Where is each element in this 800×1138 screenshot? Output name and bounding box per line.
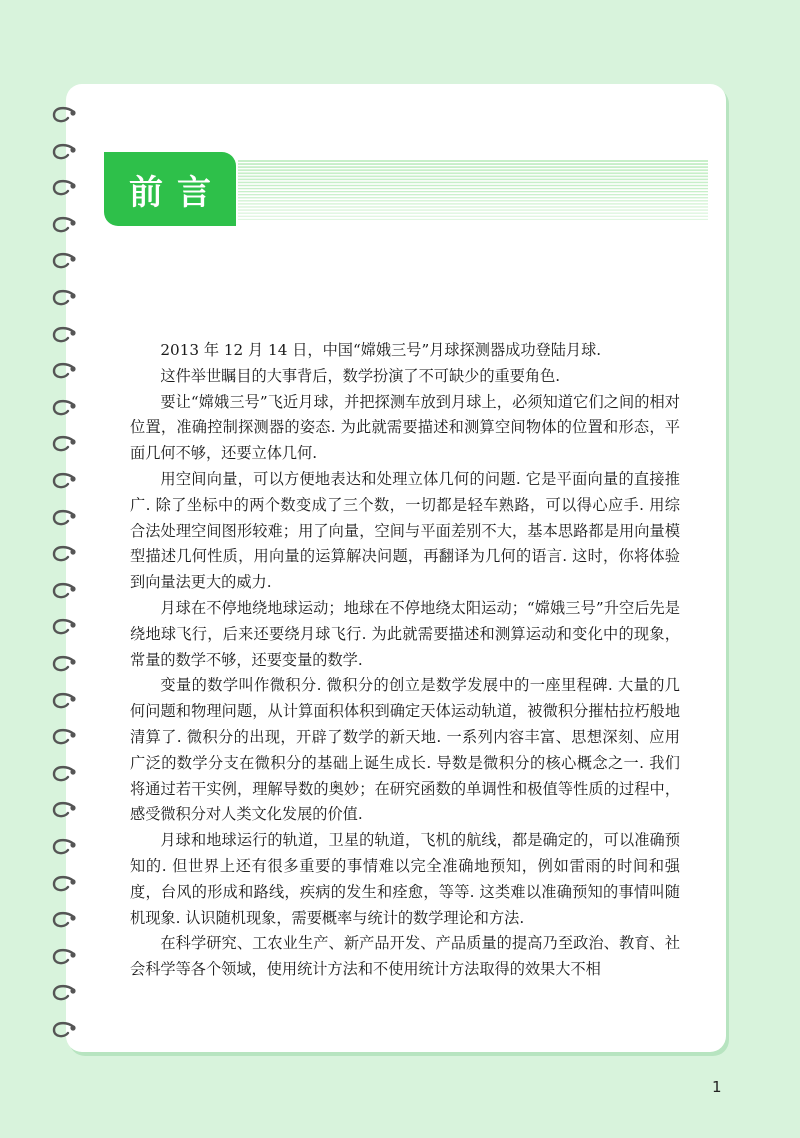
binding-ring-icon	[44, 470, 84, 492]
binding-ring-icon	[44, 1019, 84, 1041]
paragraph: 要让“嫦娥三号”飞近月球，并把探测车放到月球上，必须知道它们之间的相对位置，准确控制探测器的姿态. 为此就需要描述和测算空间物体的位置和形态，平面几何不够，还要立体几何.	[130, 392, 680, 463]
header-stripe	[238, 194, 708, 195]
binding-rings	[44, 0, 84, 1138]
binding-ring-icon	[44, 543, 84, 565]
binding-ring-icon	[44, 726, 84, 748]
header-stripe	[238, 185, 708, 186]
binding-ring-icon	[44, 324, 84, 346]
binding-ring-icon	[44, 433, 84, 455]
paragraph: 用空间向量，可以方便地表达和处理立体几何的问题. 它是平面向量的直接推广. 除了坐标中的两个数变成了三个数，一切都是轻车熟路，可以得心应手. 用综合法处理空间图形较难；用了向量，空间与平面差别不大，基本思路都是用向量模型描述几何性质，用向量的运算解决问题，再翻译为几何的语言. 这时，你将体验到向量法更大的威力.	[130, 469, 680, 592]
binding-ring-icon	[44, 873, 84, 895]
paragraph: 2013 年 12 月 14 日，中国“嫦娥三号”月球探测器成功登陆月球.	[160, 341, 602, 359]
binding-ring-icon	[44, 104, 84, 126]
binding-ring-icon	[44, 580, 84, 602]
binding-ring-icon	[44, 177, 84, 199]
header-stripe	[238, 216, 708, 217]
header-stripe	[238, 182, 708, 184]
binding-ring-icon	[44, 946, 84, 968]
header-stripe	[238, 203, 708, 204]
header-stripe	[238, 179, 708, 181]
binding-ring-icon	[44, 250, 84, 272]
header-stripe	[238, 166, 708, 168]
header-stripe	[238, 191, 708, 192]
binding-ring-icon	[44, 360, 84, 382]
binding-ring-icon	[44, 909, 84, 931]
paragraph: 在科学研究、工农业生产、新产品开发、产品质量的提高乃至政治、教育、社会科学等各个领域，使用统计方法和不使用统计方法取得的效果大不相	[130, 934, 680, 979]
binding-ring-icon	[44, 982, 84, 1004]
header-stripe	[238, 213, 708, 214]
binding-ring-icon	[44, 141, 84, 163]
binding-ring-icon	[44, 799, 84, 821]
paragraph: 这件举世瞩目的大事背后，数学扮演了不可缺少的重要角色.	[160, 366, 561, 385]
header-stripe	[238, 200, 708, 201]
binding-ring-icon	[44, 397, 84, 419]
header-stripes	[238, 158, 708, 222]
header-stripe	[238, 172, 708, 174]
paragraph: 月球在不停地绕地球运动；地球在不停地绕太阳运动；“嫦娥三号”升空后先是绕地球飞行，后来还要绕月球飞行. 为此就需要描述和测算运动和变化中的现象，常量的数学不够，还要变量的数学.	[130, 598, 680, 669]
binding-ring-icon	[44, 690, 84, 712]
binding-ring-icon	[44, 616, 84, 638]
header-stripe	[238, 163, 708, 165]
section-header	[104, 152, 708, 226]
header-stripe	[238, 188, 708, 189]
binding-ring-icon	[44, 214, 84, 236]
header-stripe	[238, 176, 708, 178]
page-title: 前言	[129, 172, 225, 213]
binding-ring-icon	[44, 836, 84, 858]
header-stripe	[238, 197, 708, 198]
title-box	[104, 152, 236, 226]
paragraph: 月球和地球运行的轨道，卫星的轨道，飞机的航线，都是确定的，可以准确预知的. 但世界上还有很多重要的事情难以完全准确地预知，例如雷雨的时间和强度，台风的形成和路线，疾病的发生和痊愈，等等. 这类难以准确预知的事情叫随机现象. 认识随机现象，需要概率与统计的数学理论和方法.	[130, 831, 680, 927]
binding-ring-icon	[44, 507, 84, 529]
binding-ring-icon	[44, 653, 84, 675]
body-text	[130, 338, 680, 983]
header-stripe	[238, 210, 708, 211]
header-stripe	[238, 160, 708, 162]
page-number: 1	[712, 1078, 722, 1096]
header-stripe	[238, 169, 708, 171]
header-stripe	[238, 219, 708, 220]
binding-ring-icon	[44, 763, 84, 785]
header-stripe	[238, 207, 708, 208]
binding-ring-icon	[44, 287, 84, 309]
paragraph: 变量的数学叫作微积分. 微积分的创立是数学发展中的一座里程碑. 大量的几何问题和物理问题，从计算面积体积到确定天体运动轨道，被微积分摧枯拉朽般地清算了. 微积分的出现，开辟了数学的新天地. 一系列内容丰富、思想深刻、应用广泛的数学分支在微积分的基础上诞生成长. 导数是微积分的核心概念之一. 我们将通过若干实例，理解导数的奥妙；在研究函数的单调性和极值等性质的过程中，感受微积分对人类文化发展的价值.	[130, 676, 680, 824]
